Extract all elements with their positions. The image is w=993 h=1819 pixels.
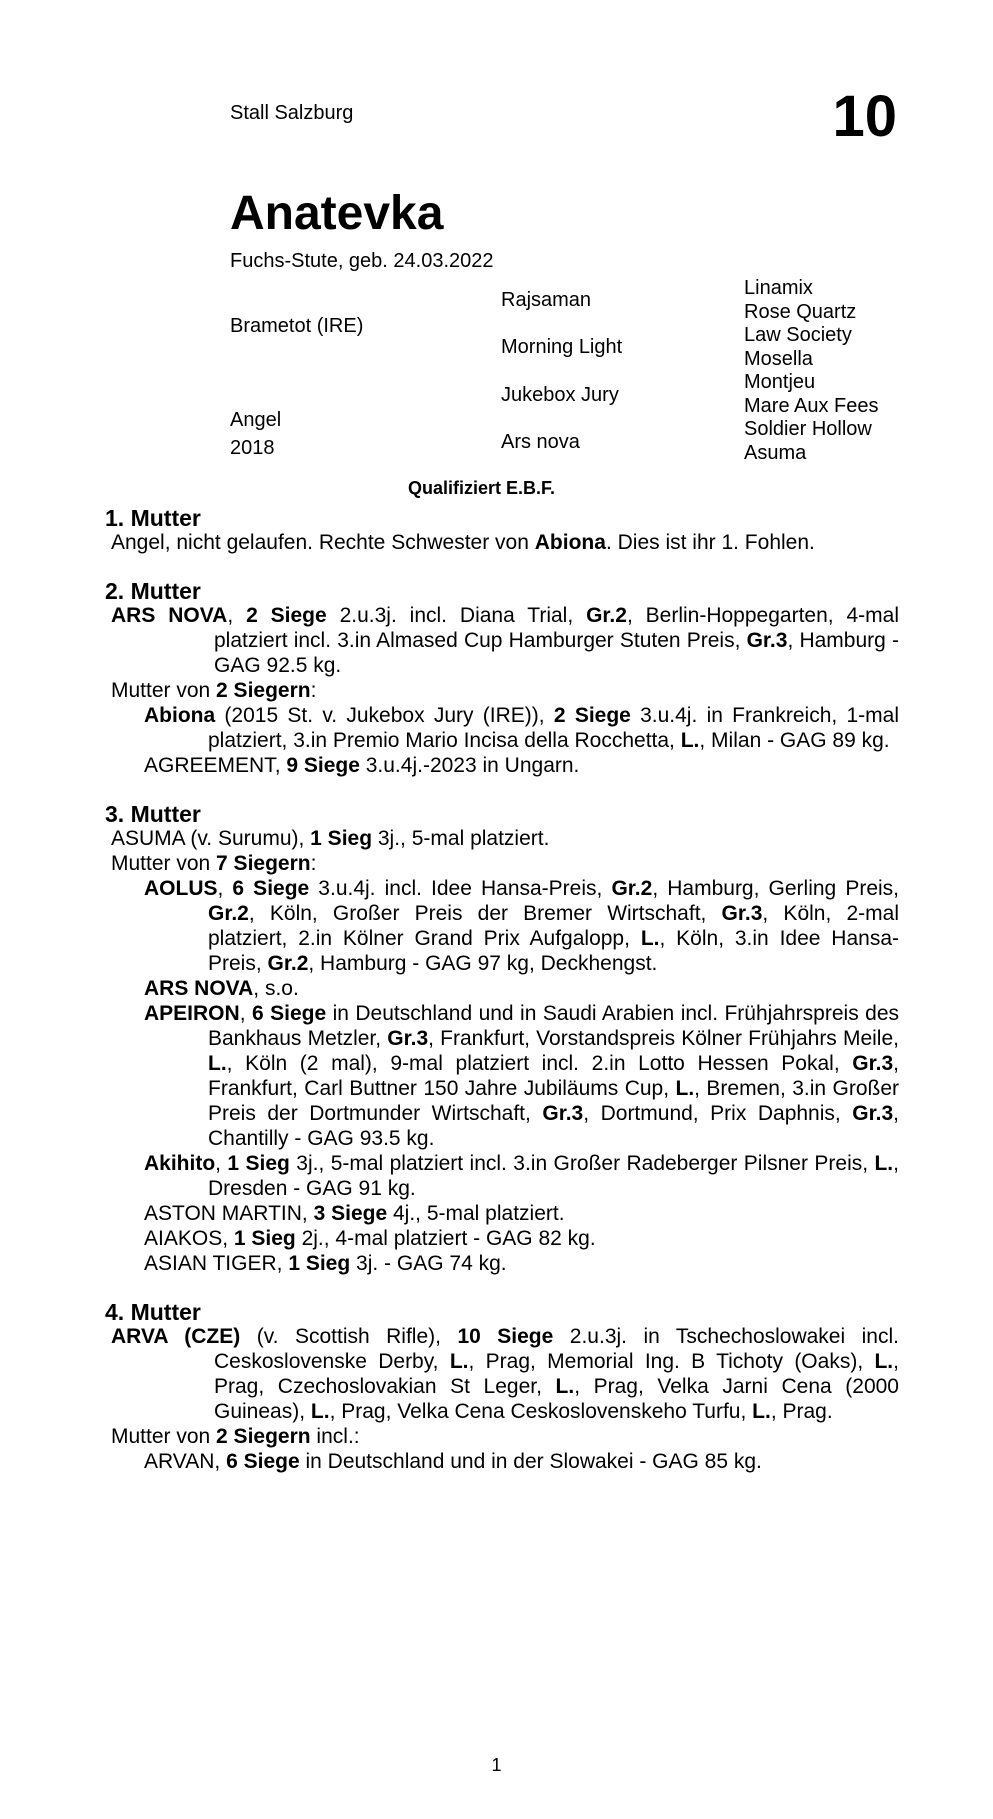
family-record xyxy=(0,506,993,1498)
pedigree-dam: Angel xyxy=(230,409,282,431)
pedigree-great-grandparent: Linamix xyxy=(744,277,813,299)
horse-entry-name: ASUMA xyxy=(111,827,185,850)
dam-section xyxy=(0,802,993,1276)
progeny-summary: Mutter von 7 Siegern: xyxy=(111,852,317,875)
dam-section xyxy=(0,579,993,778)
pedigree-sire: Brametot (IRE) xyxy=(230,315,364,337)
progeny-summary: Mutter von 2 Siegern: xyxy=(111,679,317,702)
horse-entry-name: Akihito xyxy=(144,1152,216,1175)
pedigree-grandparent: Rajsaman xyxy=(501,289,592,311)
pedigree-great-grandparent: Soldier Hollow xyxy=(744,418,872,440)
page-number: 1 xyxy=(491,1755,502,1775)
race-record-entry: ASTON MARTIN, 3 Siege 4j., 5-mal platziert. xyxy=(144,1202,565,1225)
pedigree-grandparent: Jukebox Jury xyxy=(501,384,619,406)
progeny-summary: Mutter von 2 Siegern incl.: xyxy=(111,1425,360,1448)
pedigree-great-grandparent: Asuma xyxy=(744,442,807,464)
horse-entry-name: ARS NOVA xyxy=(144,977,254,1000)
pedigree-dam-year: 2018 xyxy=(230,437,275,459)
race-record-entry: ARVA (CZE) (v. Scottish Rifle), 10 Siege 2.u.3j. in Tschechoslowakei incl. Ceskoslovenske Derby, L., Prag, Memorial Ing. B Tichoty (Oaks), L., Prag, Czechoslovakian St Leger, L., Prag, Velka Jarni Cena (2000 Guineas), L., Prag, Velka Cena Ceskoslovenskeho Turfu, L., Prag. xyxy=(111,1325,899,1423)
dam-section xyxy=(0,1300,993,1474)
section-heading: 2. Mutter xyxy=(105,578,201,604)
horse-description: Fuchs-Stute, geb. 24.03.2022 xyxy=(230,250,494,272)
race-record-entry: ARS NOVA, s.o. xyxy=(144,977,299,1000)
owner-name: Stall Salzburg xyxy=(230,102,354,124)
pedigree-great-grandparent: Law Society xyxy=(744,324,852,346)
horse-entry-name: AOLUS xyxy=(144,877,218,900)
section-heading: 3. Mutter xyxy=(105,801,201,827)
horse-entry-name: ARS NOVA xyxy=(111,604,228,627)
section-heading: 1. Mutter xyxy=(105,505,201,531)
horse-entry-name: APEIRON xyxy=(144,1002,240,1025)
race-record-entry: ARS NOVA, 2 Siege 2.u.3j. incl. Diana Trial, Gr.2, Berlin-Hoppegarten, 4-mal platziert incl. 3.in Almased Cup Hamburger Stuten Preis, Gr.3, Hamburg - GAG 92.5 kg. xyxy=(111,604,900,677)
pedigree-great-grandparent: Montjeu xyxy=(744,371,816,393)
dam-section xyxy=(0,506,993,555)
race-record-entry: ARVAN, 6 Siege in Deutschland und in der Slowakei - GAG 85 kg. xyxy=(144,1450,762,1473)
race-record-entry: ASUMA (v. Surumu), 1 Sieg 3j., 5-mal platziert. xyxy=(111,827,550,850)
horse-name: Anatevka xyxy=(230,187,444,240)
race-record-entry: AOLUS, 6 Siege 3.u.4j. incl. Idee Hansa-Preis, Gr.2, Hamburg, Gerling Preis, Gr.2, Köln, Großer Preis der Bremer Wirtschaft, Gr.3, Köln, 2-mal platziert, 2.in Kölner Grand Prix Aufgalopp, L., Köln, 3.in Idee Hansa-Preis, Gr.2, Hamburg - GAG 97 kg, Deckhengst. xyxy=(144,877,899,975)
race-record-entry: APEIRON, 6 Siege in Deutschland und in Saudi Arabien incl. Frühjahrspreis des Bankhaus Metzler, Gr.3, Frankfurt, Vorstandspreis Kölner Frühjahrs Meile, L., Köln (2 mal), 9-mal platziert incl. 2.in Lotto Hessen Pokal, Gr.3, Frankfurt, Carl Buttner 150 Jahre Jubiläums Cup, L., Bremen, 3.in Großer Preis der Dortmunder Wirtschaft, Gr.3, Dortmund, Prix Daphnis, Gr.3, Chantilly - GAG 93.5 kg. xyxy=(144,1002,900,1150)
race-record-entry: Abiona (2015 St. v. Jukebox Jury (IRE)), 2 Siege 3.u.4j. in Frankreich, 1-mal platziert, 3.in Premio Mario Incisa della Rocchetta, L., Milan - GAG 89 kg. xyxy=(144,704,899,752)
race-record-entry: Angel, nicht gelaufen. Rechte Schwester von Abiona. Dies ist ihr 1. Fohlen. xyxy=(111,531,815,554)
horse-entry-name: AIAKOS xyxy=(144,1227,223,1250)
pedigree-grandparent: Morning Light xyxy=(501,336,623,358)
horse-entry-name: ASTON MARTIN xyxy=(144,1202,302,1225)
pedigree-great-grandparent: Rose Quartz xyxy=(744,301,857,323)
horse-entry-name: ARVAN xyxy=(144,1450,215,1473)
horse-entry-name: ARVA (CZE) xyxy=(111,1325,241,1348)
race-record-entry: Akihito, 1 Sieg 3j., 5-mal platziert incl. 3.in Großer Radeberger Pilsner Preis, L., Dresden - GAG 91 kg. xyxy=(144,1152,899,1200)
race-record-entry: ASIAN TIGER, 1 Sieg 3j. - GAG 74 kg. xyxy=(144,1252,507,1275)
pedigree-great-grandparent: Mosella xyxy=(744,348,813,370)
horse-entry-name: ASIAN TIGER xyxy=(144,1252,277,1275)
horse-entry-name: Abiona xyxy=(144,704,216,727)
horse-entry-name: AGREEMENT xyxy=(144,754,275,777)
qualification-note: Qualifiziert E.B.F. xyxy=(408,478,556,498)
race-record-entry: AGREEMENT, 9 Siege 3.u.4j.-2023 in Ungarn. xyxy=(144,754,580,777)
section-heading: 4. Mutter xyxy=(105,1299,201,1325)
pedigree-grandparent: Ars nova xyxy=(501,431,580,453)
pedigree-great-grandparent: Mare Aux Fees xyxy=(744,395,879,417)
lot-number: 10 xyxy=(832,84,897,149)
race-record-entry: AIAKOS, 1 Sieg 2j., 4-mal platziert - GAG 82 kg. xyxy=(144,1227,596,1250)
